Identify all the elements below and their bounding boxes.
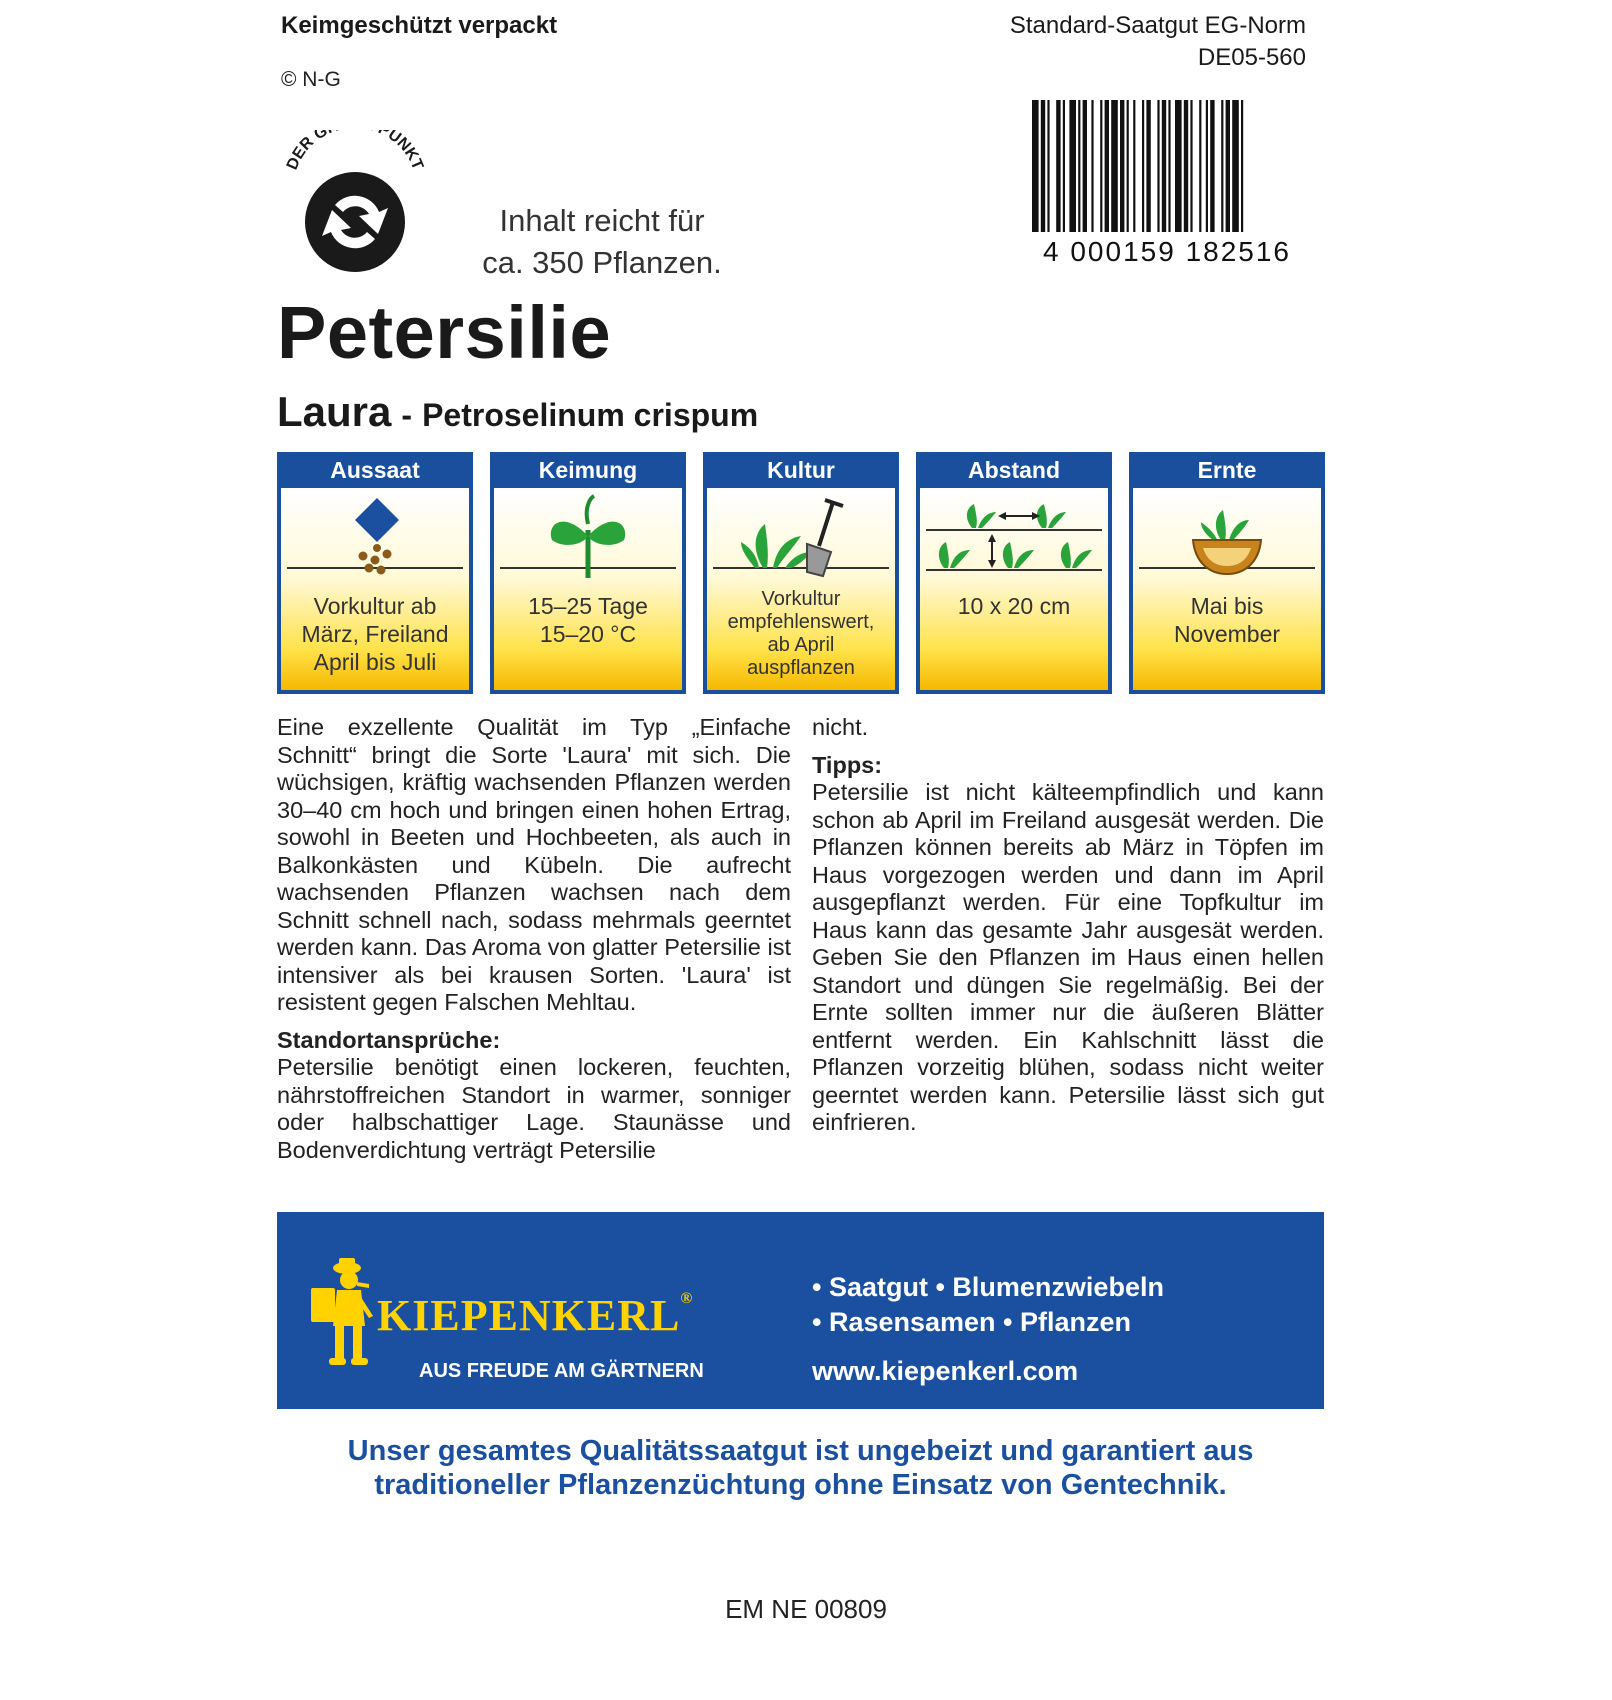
panel-text-line: November — [1173, 621, 1281, 647]
brand-name: KIEPENKERL — [377, 1291, 681, 1340]
panel-abstand — [916, 452, 1112, 694]
product-name: Petersilie — [277, 291, 612, 374]
panel-text-line: 10 x 20 cm — [957, 593, 1071, 619]
barcode — [1028, 100, 1306, 266]
variety-name: Laura — [277, 388, 392, 435]
contents-line-1: Inhalt reicht für — [499, 203, 705, 238]
barcode-number: 4 000159 182516 — [1043, 236, 1291, 267]
panel-text — [287, 592, 463, 676]
location-heading: Standortansprüche: — [277, 1026, 501, 1053]
panel-text-line: April bis Juli — [313, 649, 437, 675]
panel-title: Kultur — [767, 457, 835, 483]
spade-plants-icon — [707, 488, 895, 586]
panel-keimung — [490, 452, 686, 694]
panel-text-line: 15–20 °C — [539, 621, 637, 647]
panel-text-line: März, Freiland — [301, 621, 449, 647]
seedling-icon — [494, 488, 682, 586]
panel-title: Aussaat — [330, 457, 420, 483]
panel-text — [1139, 592, 1315, 648]
product-subtitle — [277, 388, 758, 436]
panel-text-line: Vorkultur ab — [313, 593, 437, 619]
panel-title: Abstand — [968, 457, 1060, 483]
panel-text — [500, 592, 676, 648]
panel-text — [926, 592, 1102, 620]
panel-aussaat — [277, 452, 473, 694]
description-left-column — [277, 714, 791, 1164]
panel-title: Keimung — [538, 457, 638, 483]
description-right-column — [812, 714, 1324, 1137]
brand-tagline: AUS FREUDE AM GÄRTNERN — [419, 1360, 704, 1382]
tips-text: Petersilie ist nicht kälteempfindlich und kann schon ab April im Freiland ausgesät werden. Die Pflanzen können bereits ab März in Töpfen im Haus vorgezogen werden und dann im April ausgepflanzt werden. Für eine Topfkultur im Haus kann das gesamte Jahr ausgesät werden. Geben Sie den Pflanzen im Haus einen hellen Standort und düngen Sie regelmäßig. Bei der Ernte sollten immer nur die äußeren Blätter entfernt werden. Ein Kahlschnitt lässt die Pflanzen vorzeitig blühen, sodass nicht weiter geerntet werden kann. Petersilie lässt sich gut einfrieren. — [812, 779, 1324, 1135]
footer-code: EM NE 00809 — [725, 1594, 887, 1624]
standard-code: DE05-560 — [1197, 44, 1306, 71]
contents-line-2: ca. 350 Pflanzen. — [482, 245, 722, 280]
brand-products — [812, 1270, 1164, 1340]
harvest-bowl-icon — [1133, 488, 1321, 586]
panel-text-line: 15–25 Tage — [528, 593, 648, 619]
panel-text-line: Vorkultur — [761, 588, 841, 610]
brand-logo-text — [377, 1290, 693, 1341]
registered-mark: ® — [680, 1290, 694, 1307]
panel-text-line: ab April — [767, 634, 835, 656]
botanical-name: Petroselinum crispum — [422, 397, 759, 433]
panel-text — [713, 588, 889, 680]
location-text: Petersilie benötigt einen lockeren, feuchten, nährstoffreichen Standort in warmer, sonniger oder halbschattiger Lage. Staunässe und Bodenverdichtung verträgt Petersilie — [277, 1054, 791, 1163]
subtitle-separator: - — [401, 397, 413, 433]
kiepenkerl-figure-icon — [307, 1254, 377, 1372]
packaging-note: Keimgeschützt verpackt — [281, 12, 558, 39]
copyright-note: © N-G — [281, 68, 341, 91]
panel-text-line: empfehlenswert, — [727, 611, 875, 633]
standard-note: Standard-Saatgut EG-Norm — [1009, 12, 1306, 39]
panel-text-line: auspflanzen — [747, 657, 855, 679]
panel-kultur — [703, 452, 899, 694]
guarantee-line-1: Unser gesamtes Qualitätssaatgut ist ungebeizt und garantiert aus — [347, 1435, 1254, 1467]
location-text-continued: nicht. — [812, 714, 869, 740]
panel-text-line: Mai bis — [1190, 593, 1264, 619]
spacing-icon — [920, 488, 1108, 586]
brand-url-link[interactable]: www.kiepenkerl.com — [812, 1356, 1079, 1386]
svg-text:DER GRÜNE PUNKT — [284, 130, 426, 173]
brand-products-line-1: • Saatgut • Blumenzwiebeln — [812, 1272, 1164, 1302]
quality-guarantee — [277, 1434, 1324, 1502]
guarantee-line-2: traditioneller Pflanzenzüchtung ohne Einsatz von Gentechnik. — [374, 1469, 1227, 1501]
panel-ernte — [1129, 452, 1325, 694]
gruener-punkt-label: DER G PUNKT — [283, 130, 427, 173]
panel-title: Ernte — [1197, 457, 1257, 483]
brand-banner — [277, 1212, 1324, 1409]
brand-products-line-2: • Rasensamen • Pflanzen — [812, 1307, 1132, 1337]
tips-heading: Tipps: — [812, 751, 883, 778]
seed-packet-icon — [281, 488, 469, 586]
description-intro: Eine exzellente Qualität im Typ „Einfache Schnitt“ bringt die Sorte 'Laura' mit sich. Die wüchsigen, kräftig wachsenden Pflanzen werden 30–40 cm hoch und bringen einen hohen Ertrag, sowohl in Beeten und Hochbeeten, als auch in Balkonkästen und Kübeln. Die aufrecht wachsenden Pflanzen wachsen nach dem Schnitt schnell nach, sodass mehrmals geerntet werden kann. Das Aroma von glatter Petersilie ist intensiver als bei krausen Sorten. 'Laura' ist resistent gegen Falschen Mehltau. — [277, 714, 791, 1015]
contents-note — [352, 200, 852, 284]
